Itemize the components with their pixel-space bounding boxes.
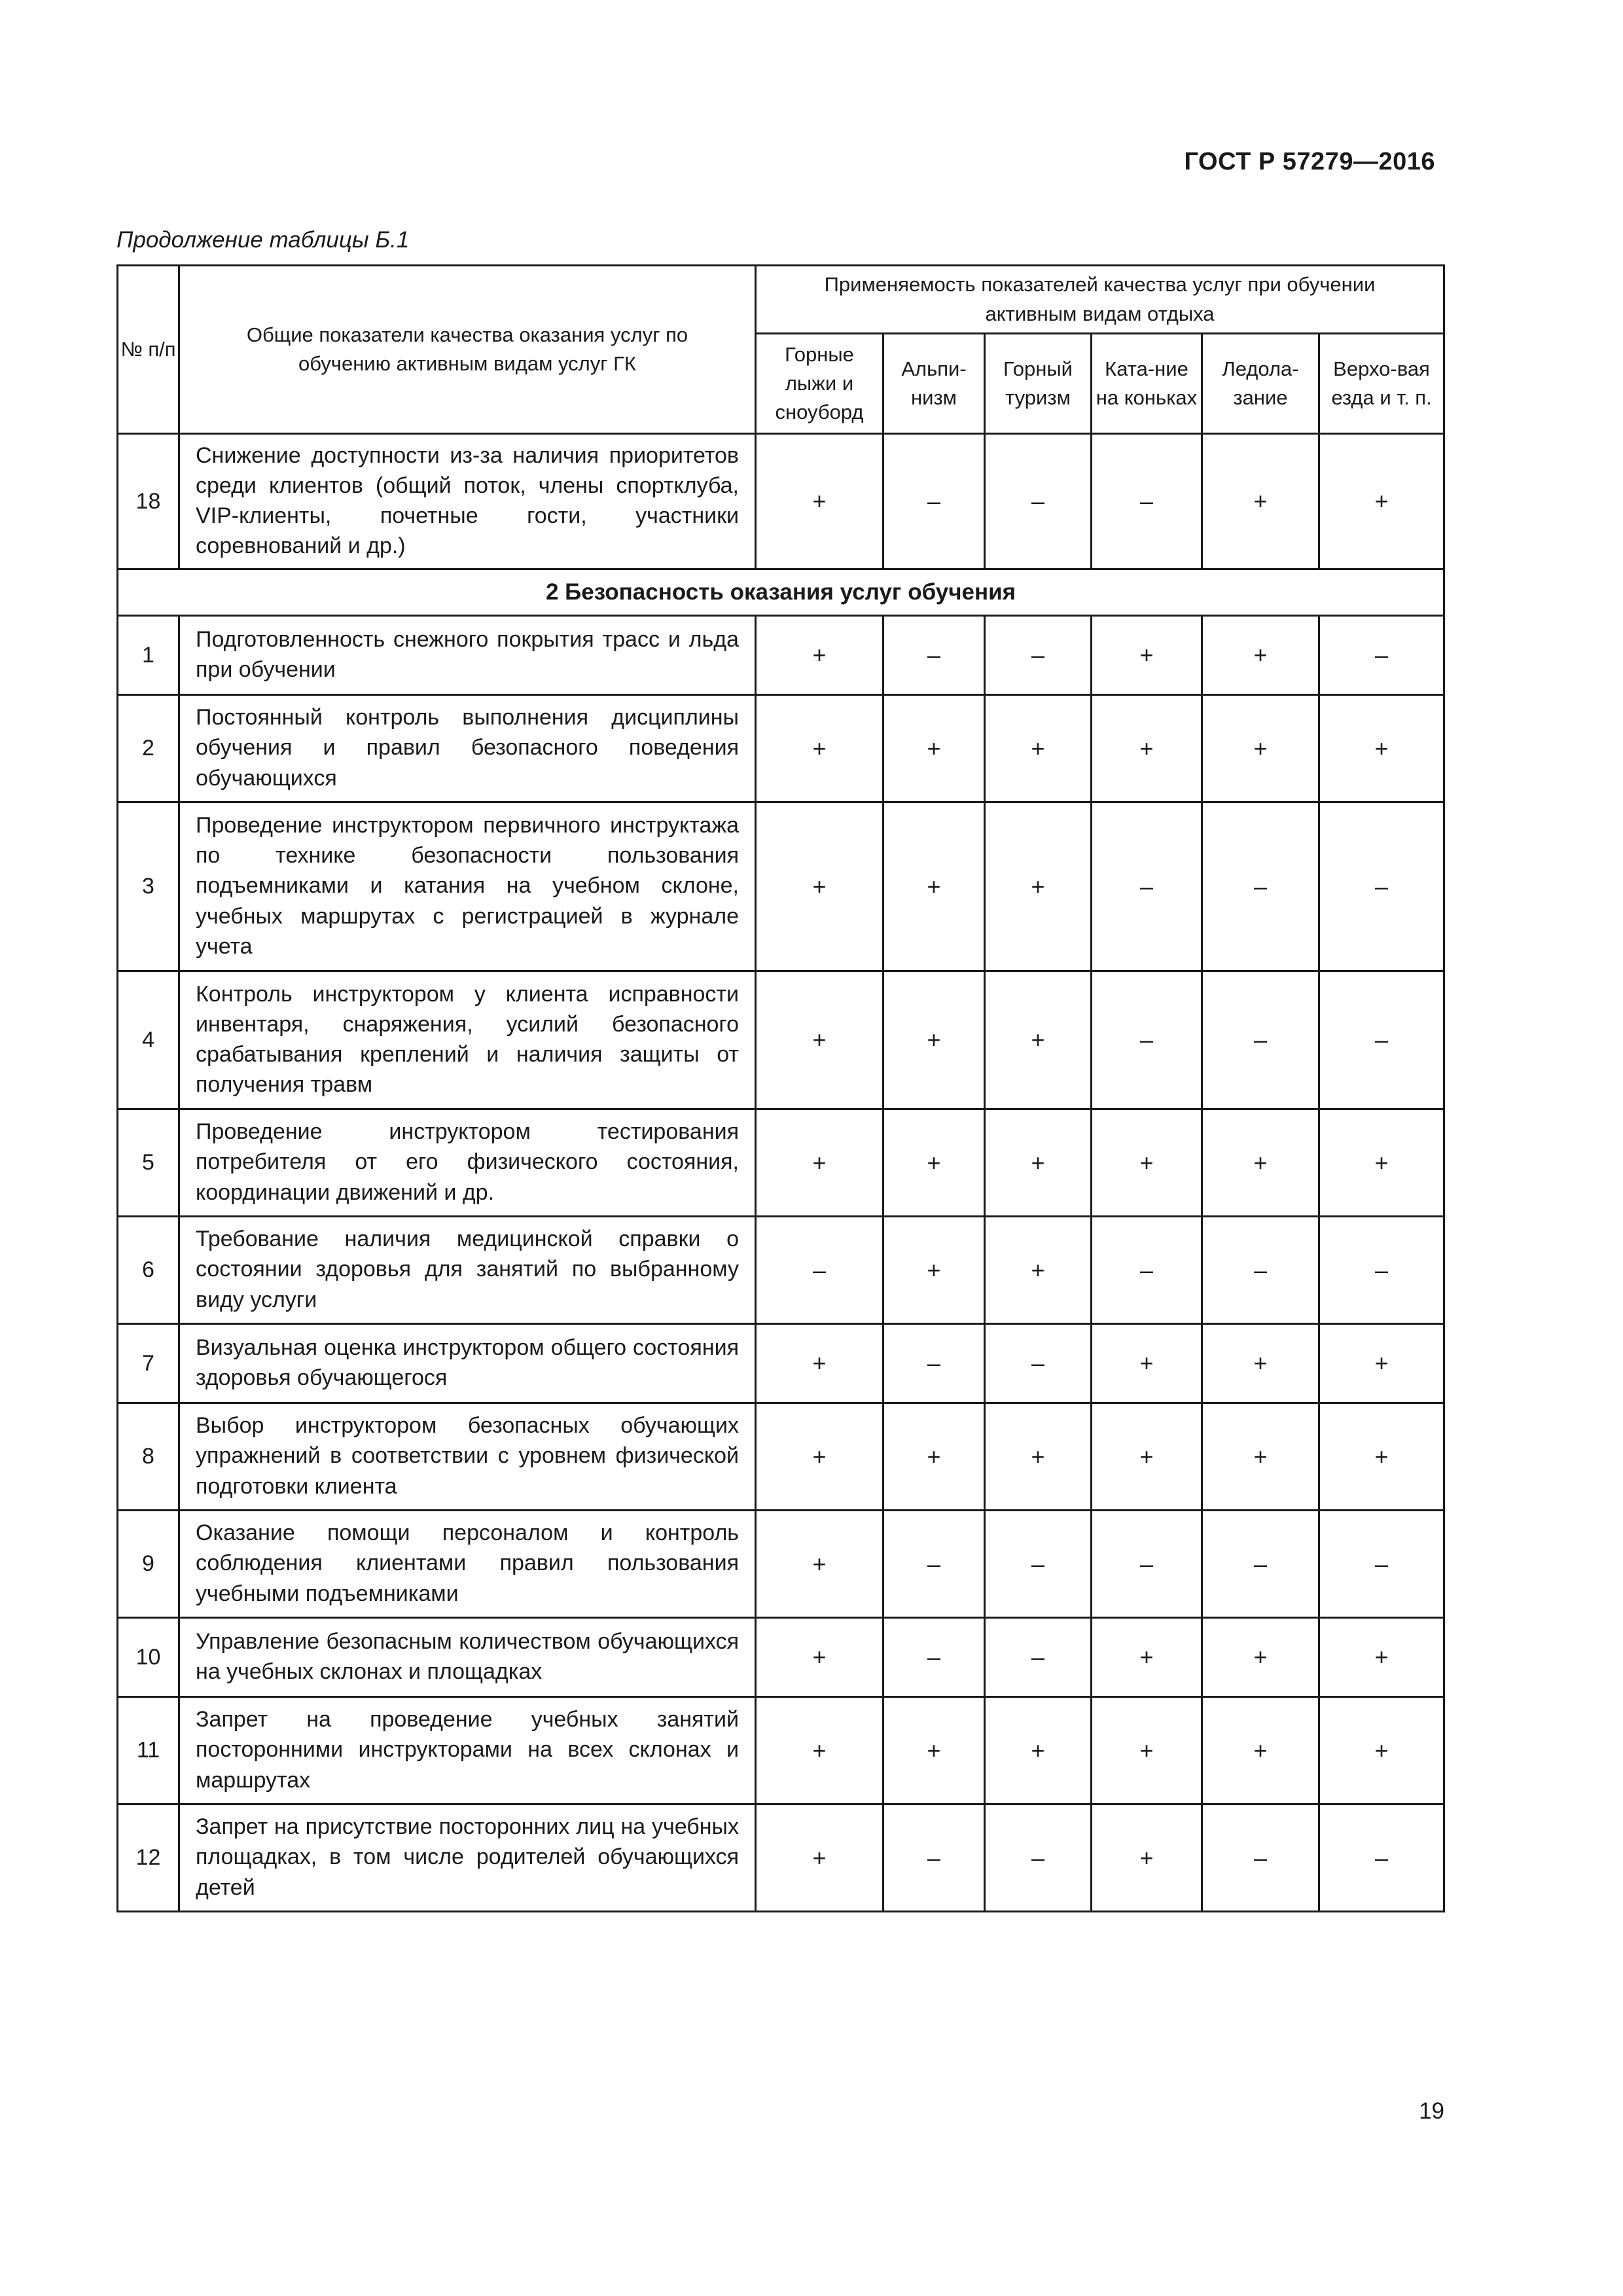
applicability-mark: + — [1202, 1618, 1319, 1697]
applicability-mark: – — [1202, 1511, 1319, 1618]
row-description: Управление безопасным количеством обучающихся на учебных склонах и площадках — [179, 1618, 756, 1697]
applicability-mark: – — [1202, 1217, 1319, 1324]
applicability-mark: – — [1092, 1511, 1202, 1618]
header-activity: Горный туризм — [985, 334, 1092, 434]
applicability-mark: – — [1319, 1511, 1444, 1618]
applicability-mark: – — [1092, 971, 1202, 1109]
table-caption: Продолжение таблицы Б.1 — [116, 227, 410, 253]
header-activity: Альпи-низм — [883, 334, 985, 434]
applicability-mark: + — [1319, 1618, 1444, 1697]
page-number: 19 — [1419, 2098, 1444, 2124]
row-description: Запрет на присутствие посторонних лиц на учебных площадках, в том числе родителей обучающихся детей — [179, 1804, 756, 1912]
applicability-mark: + — [756, 1324, 883, 1403]
applicability-mark: + — [1092, 1324, 1202, 1403]
section-title: 2 Безопасность оказания услуг обучения — [118, 569, 1444, 616]
applicability-mark: + — [756, 1403, 883, 1511]
applicability-mark: – — [1319, 802, 1444, 971]
applicability-mark: + — [1319, 1109, 1444, 1217]
applicability-mark: + — [1202, 1403, 1319, 1511]
applicability-mark: – — [985, 616, 1092, 695]
header-col-number: № п/п — [118, 266, 179, 434]
document-header: ГОСТ Р 57279—2016 — [1184, 148, 1435, 175]
applicability-mark: + — [985, 1403, 1092, 1511]
applicability-mark: – — [985, 1804, 1092, 1912]
applicability-mark: + — [883, 1403, 985, 1511]
applicability-mark: – — [1319, 616, 1444, 695]
row-number: 18 — [118, 434, 179, 569]
applicability-mark: – — [883, 1804, 985, 1912]
table-body — [118, 434, 1444, 1912]
row-number: 10 — [118, 1618, 179, 1697]
applicability-mark: + — [1319, 434, 1444, 569]
row-number: 6 — [118, 1217, 179, 1324]
applicability-mark: + — [1092, 616, 1202, 695]
applicability-mark: + — [756, 1697, 883, 1804]
applicability-mark: – — [883, 434, 985, 569]
table-row — [118, 616, 1444, 695]
applicability-mark: + — [756, 616, 883, 695]
applicability-mark: + — [1319, 1697, 1444, 1804]
row-description: Оказание помощи персоналом и контроль соблюдения клиентами правил пользования учебными подъемниками — [179, 1511, 756, 1618]
applicability-mark: + — [1202, 616, 1319, 695]
applicability-mark: + — [1202, 1109, 1319, 1217]
quality-indicators-table — [116, 264, 1445, 1912]
header-activity: Ката-ние на коньках — [1092, 334, 1202, 434]
applicability-mark: + — [985, 1109, 1092, 1217]
applicability-mark: + — [1202, 434, 1319, 569]
applicability-mark: – — [1092, 802, 1202, 971]
row-number: 1 — [118, 616, 179, 695]
row-description: Выбор инструктором безопасных обучающих упражнений в соответствии с уровнем физической подготовки клиента — [179, 1403, 756, 1511]
row-number: 9 — [118, 1511, 179, 1618]
table-row — [118, 1804, 1444, 1912]
table-row — [118, 1403, 1444, 1511]
applicability-mark: – — [1092, 1217, 1202, 1324]
applicability-mark: + — [756, 971, 883, 1109]
applicability-mark: + — [883, 1697, 985, 1804]
applicability-mark: + — [883, 1109, 985, 1217]
applicability-mark: – — [1319, 971, 1444, 1109]
row-number: 3 — [118, 802, 179, 971]
header-activity: Горные лыжи и сноуборд — [756, 334, 883, 434]
applicability-mark: + — [756, 802, 883, 971]
applicability-mark: + — [985, 802, 1092, 971]
applicability-mark: – — [1202, 802, 1319, 971]
row-number: 12 — [118, 1804, 179, 1912]
applicability-mark: + — [883, 802, 985, 971]
table-row — [118, 1109, 1444, 1217]
applicability-mark: + — [1092, 1109, 1202, 1217]
table-row — [118, 695, 1444, 802]
applicability-mark: + — [1319, 695, 1444, 802]
table-row — [118, 1217, 1444, 1324]
row-number: 4 — [118, 971, 179, 1109]
applicability-mark: – — [1092, 434, 1202, 569]
applicability-mark: + — [985, 971, 1092, 1109]
table-row — [118, 802, 1444, 971]
applicability-mark: + — [883, 1217, 985, 1324]
applicability-mark: + — [985, 1697, 1092, 1804]
row-number: 5 — [118, 1109, 179, 1217]
applicability-mark: + — [756, 434, 883, 569]
table-row — [118, 1511, 1444, 1618]
applicability-mark: – — [1319, 1804, 1444, 1912]
applicability-mark: – — [1319, 1217, 1444, 1324]
applicability-mark: – — [756, 1217, 883, 1324]
applicability-mark: + — [1092, 1618, 1202, 1697]
row-number: 11 — [118, 1697, 179, 1804]
applicability-mark: + — [1202, 1324, 1319, 1403]
table-row — [118, 1324, 1444, 1403]
table-row — [118, 971, 1444, 1109]
row-description: Контроль инструктором у клиента исправности инвентаря, снаряжения, усилий безопасного срабатывания креплений и наличия защиты от получения травм — [179, 971, 756, 1109]
row-number: 2 — [118, 695, 179, 802]
applicability-mark: – — [883, 616, 985, 695]
row-description: Визуальная оценка инструктором общего состояния здоровья обучающегося — [179, 1324, 756, 1403]
applicability-mark: + — [756, 1618, 883, 1697]
applicability-mark: + — [1202, 1697, 1319, 1804]
row-description: Подготовленность снежного покрытия трасс и льда при обучении — [179, 616, 756, 695]
row-number: 7 — [118, 1324, 179, 1403]
applicability-mark: – — [985, 1511, 1092, 1618]
applicability-mark: – — [985, 1324, 1092, 1403]
applicability-mark: – — [883, 1618, 985, 1697]
applicability-mark: – — [883, 1511, 985, 1618]
applicability-mark: – — [985, 1618, 1092, 1697]
applicability-mark: – — [985, 434, 1092, 569]
applicability-mark: – — [883, 1324, 985, 1403]
row-description: Запрет на проведение учебных занятий посторонними инструкторами на всех склонах и маршрутах — [179, 1697, 756, 1804]
applicability-mark: + — [985, 695, 1092, 802]
row-number: 8 — [118, 1403, 179, 1511]
row-description: Проведение инструктором тестирования потребителя от его физического состояния, координации движений и др. — [179, 1109, 756, 1217]
header-activity: Верхо-вая езда и т. п. — [1319, 334, 1444, 434]
applicability-mark: + — [1092, 1804, 1202, 1912]
applicability-mark: + — [883, 971, 985, 1109]
applicability-mark: + — [756, 1109, 883, 1217]
applicability-mark: + — [1319, 1324, 1444, 1403]
applicability-mark: + — [883, 695, 985, 802]
table-row — [118, 1697, 1444, 1804]
applicability-mark: – — [1202, 971, 1319, 1109]
applicability-mark: + — [985, 1217, 1092, 1324]
section-row — [118, 569, 1444, 616]
row-description: Проведение инструктором первичного инструктажа по технике безопасности пользования подъемниками и катания на учебном склоне, учебных маршрутах с регистрацией в журнале учета — [179, 802, 756, 971]
row-description: Требование наличия медицинской справки о состоянии здоровья для занятий по выбранному виду услуги — [179, 1217, 756, 1324]
table-row — [118, 1618, 1444, 1697]
applicability-mark: + — [1202, 695, 1319, 802]
header-col-description: Общие показатели качества оказания услуг по обучению активным видам услуг ГК — [179, 266, 756, 434]
applicability-mark: + — [756, 1804, 883, 1912]
applicability-mark: + — [756, 695, 883, 802]
applicability-mark: + — [1319, 1403, 1444, 1511]
header-activity: Ледола-зание — [1202, 334, 1319, 434]
table-row — [118, 434, 1444, 569]
header-col-group: Применяемость показателей качества услуг при обучении активным видам отдыха — [756, 266, 1444, 334]
applicability-mark: + — [756, 1511, 883, 1618]
row-description: Снижение доступности из-за наличия приоритетов среди клиентов (общий поток, члены спортклуба, VIP-клиенты, почетные гости, участники соревнований и др.) — [179, 434, 756, 569]
applicability-mark: + — [1092, 1697, 1202, 1804]
row-description: Постоянный контроль выполнения дисциплины обучения и правил безопасного поведения обучающихся — [179, 695, 756, 802]
applicability-mark: – — [1202, 1804, 1319, 1912]
applicability-mark: + — [1092, 695, 1202, 802]
applicability-mark: + — [1092, 1403, 1202, 1511]
